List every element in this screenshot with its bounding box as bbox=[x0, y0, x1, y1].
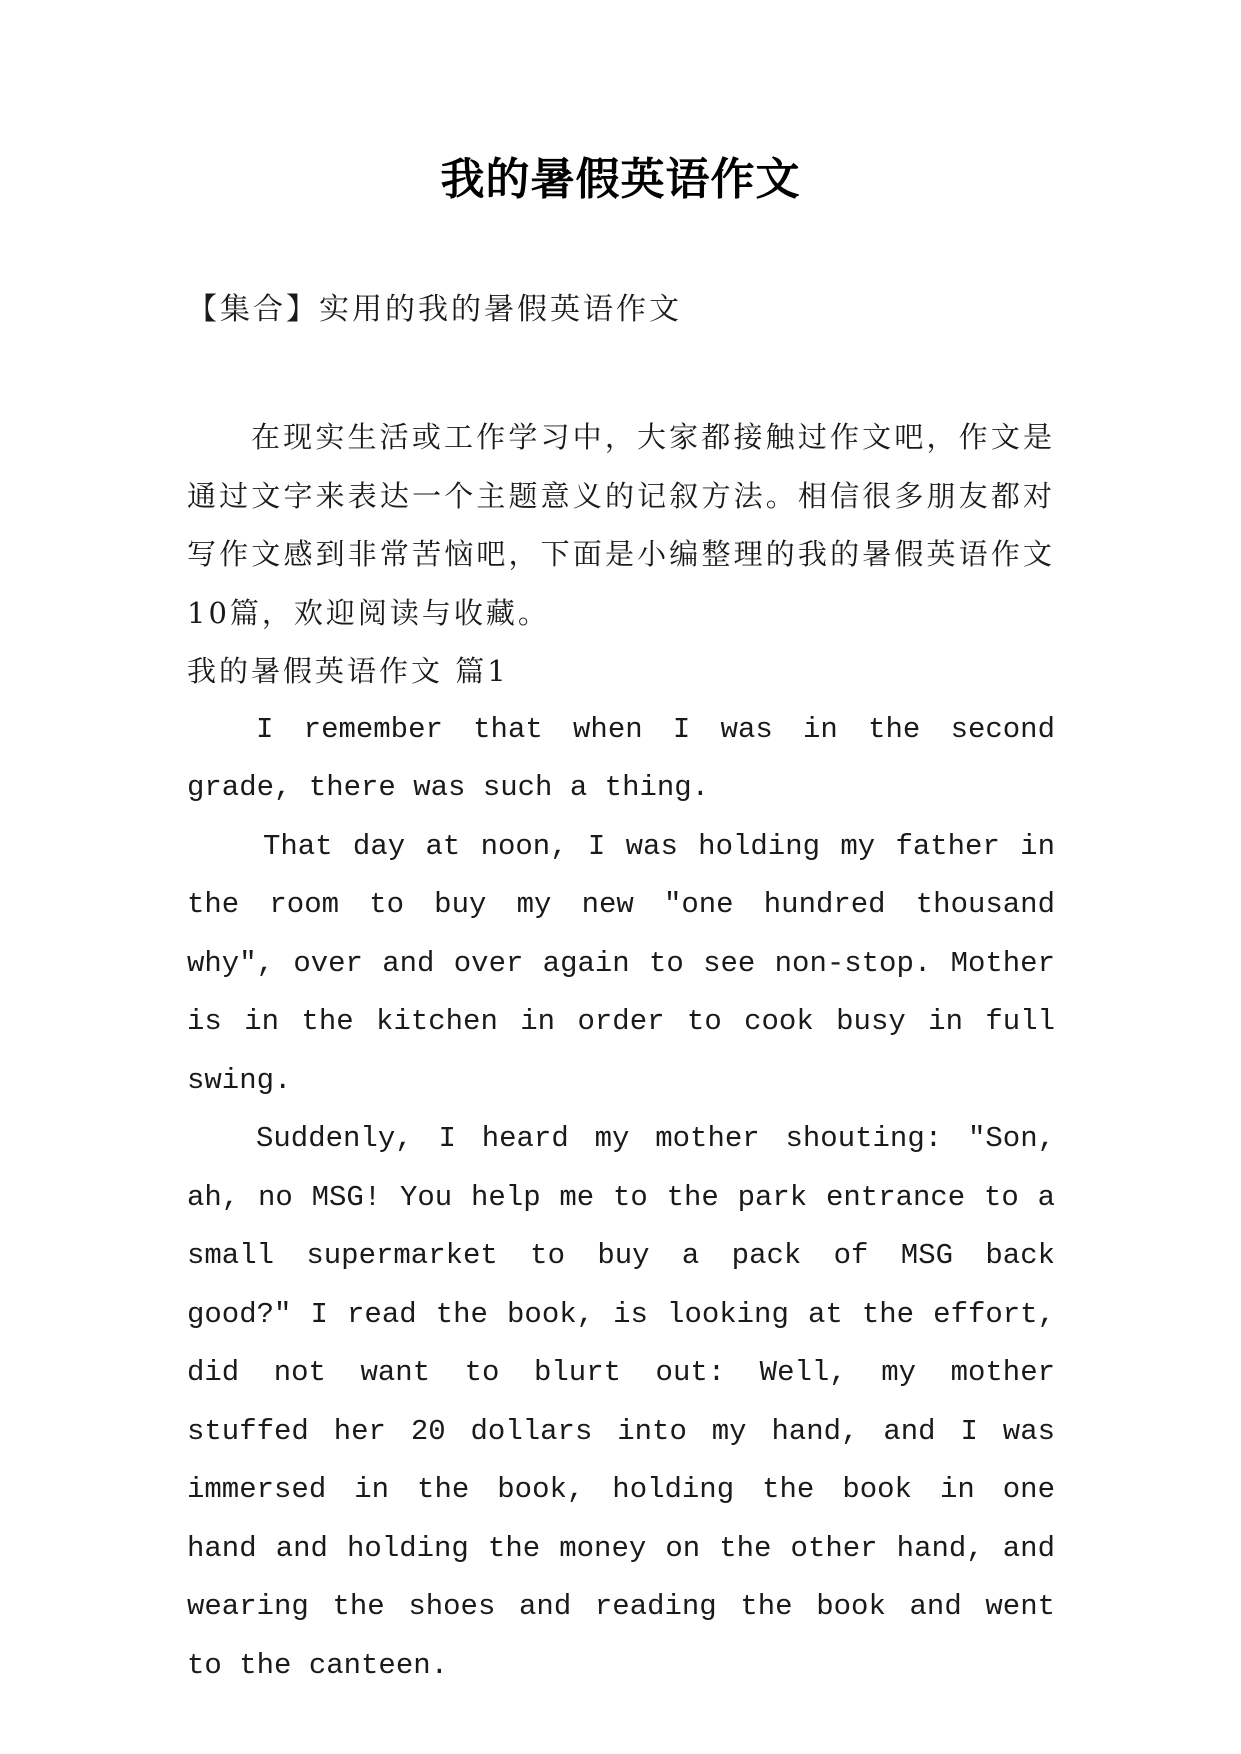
intro-paragraph: 在现实生活或工作学习中，大家都接触过作文吧，作文是通过文字来表达一个主题意义的记叙方法。相信很多朋友都对写作文感到非常苦恼吧，下面是小编整理的我的暑假英语作文10篇，欢迎阅读与收藏。 bbox=[187, 420, 1055, 630]
document-body bbox=[187, 408, 1055, 1695]
body-paragraph: That day at noon, I was holding my father in the room to buy my new "one hundred thousand why", over and over again to see non-stop. Mother is in the kitchen in order to cook busy in full swing. bbox=[187, 829, 1055, 1097]
document-title: 我的暑假英语作文 bbox=[440, 154, 801, 205]
body-paragraph: Suddenly, I heard my mother shouting: "Son, ah, no MSG! You help me to the park entrance to a small supermarket to buy a pack of MSG back good?" I read the book, is looking at the effort, did not want to blurt out: Well, my mother stuffed her 20 dollars into my hand, and I was immersed in the book, holding the book in one hand and holding the money on the other hand, and wearing the shoes and reading the book and went to the canteen. bbox=[187, 1122, 1055, 1682]
section-heading: 我的暑假英语作文 篇1 bbox=[187, 654, 509, 688]
document-subtitle: 【集合】实用的我的暑假英语作文 bbox=[187, 292, 682, 327]
body-paragraph: I remember that when I was in the second grade, there was such a thing. bbox=[187, 712, 1055, 804]
